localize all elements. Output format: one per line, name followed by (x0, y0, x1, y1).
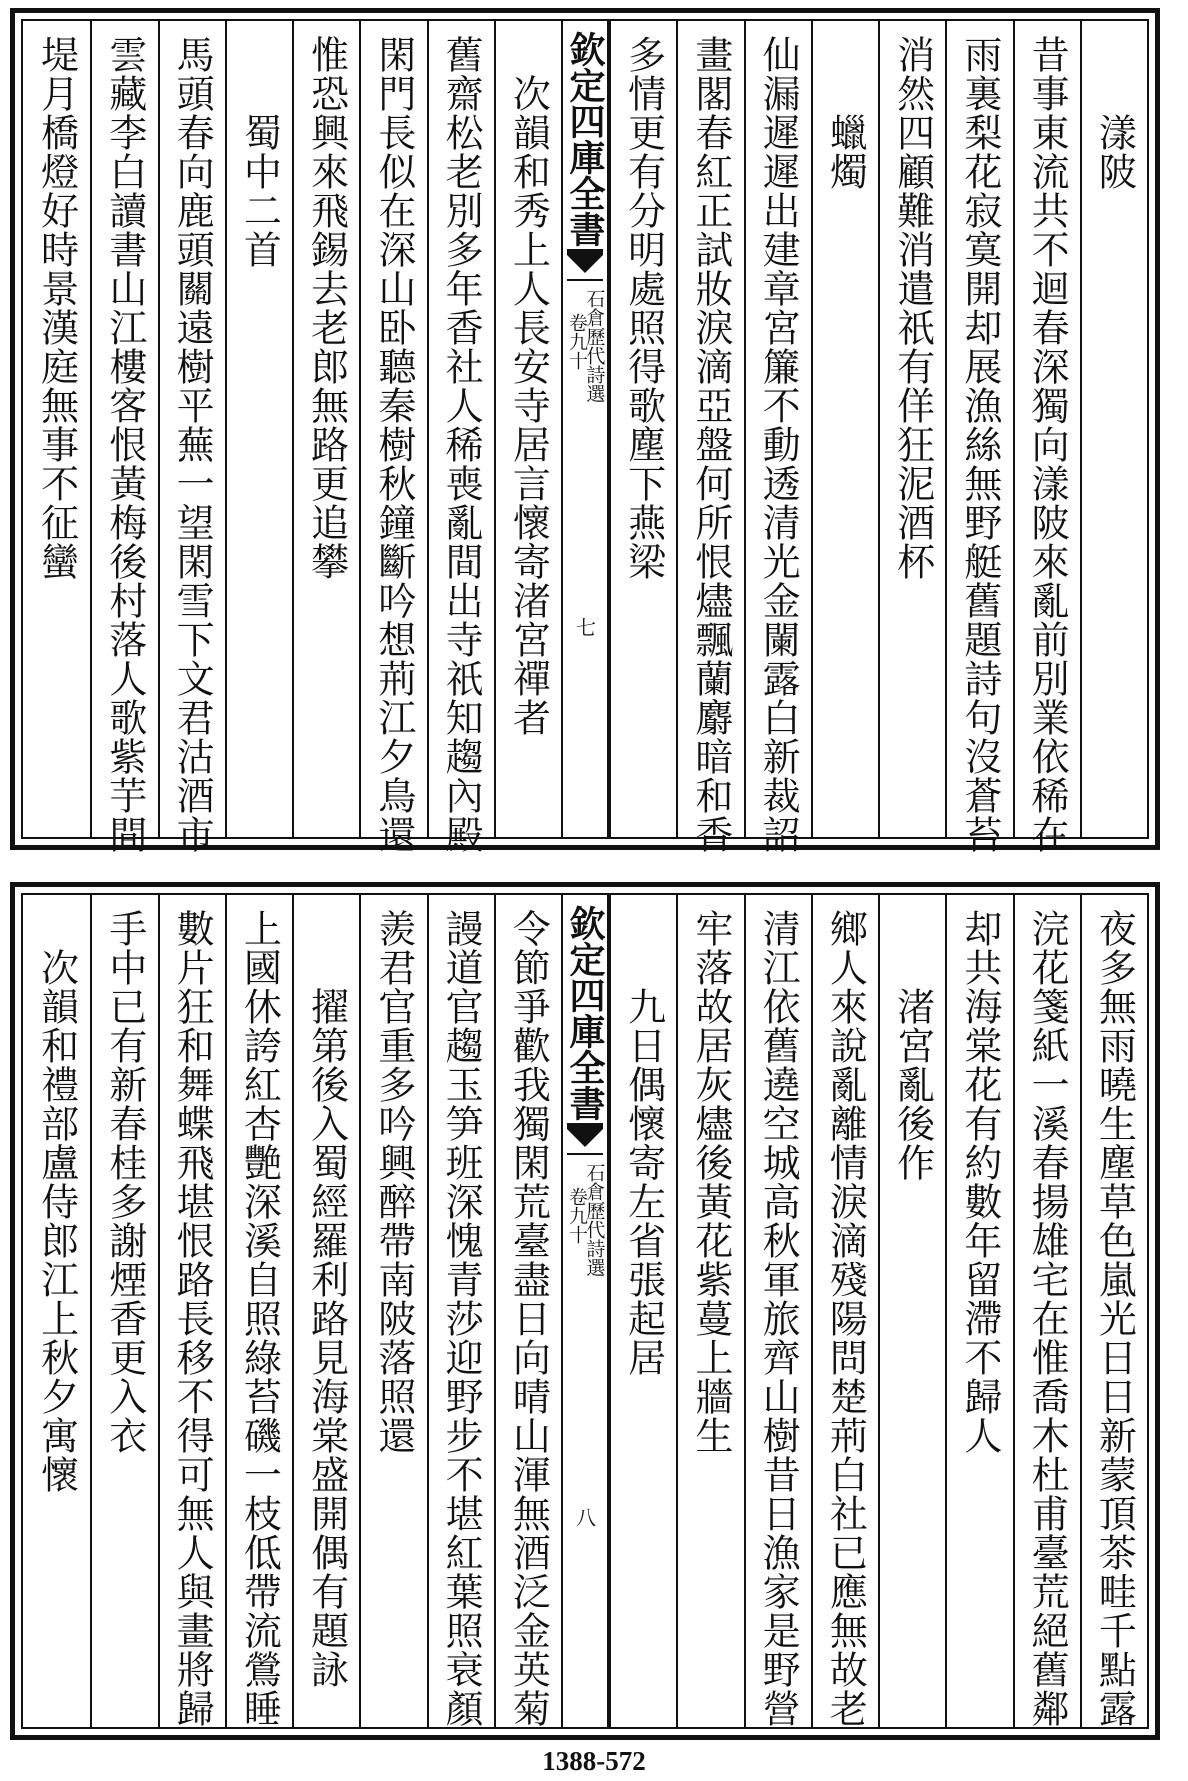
verse-line: 上國休誇紅杏艷深溪自照綠苔磯一枝低帶流鶯睡 (237, 909, 282, 1728)
verse-line: 牢落故居灰燼後黃花紫蔓上牆生 (688, 909, 733, 1455)
verse-line: 數片狂和舞蝶飛堪恨路長移不得可無人與畫將歸 (170, 909, 215, 1728)
verse-line: 畫閣春紅正試妝淚滴亞盤何所恨燼飄蘭麝暗和香 (688, 35, 733, 854)
verse-line: 浣花箋紙一溪春揚雄宅在惟喬木杜甫臺荒絕舊鄰 (1025, 909, 1070, 1728)
text-column (494, 895, 561, 1727)
center-fold-column (561, 21, 609, 837)
verse-line: 漾陂 (1092, 113, 1137, 192)
text-column (23, 895, 90, 1727)
text-column (945, 895, 1012, 1727)
verse-line: 蠟燭 (823, 113, 868, 192)
verse-line: 渚宮亂後作 (890, 987, 935, 1183)
verse-line: 夜多無雨曉生塵草色嵐光日日新蒙頂茶畦千點露 (1092, 909, 1137, 1728)
fishtail-ornament (567, 249, 603, 281)
text-column (158, 21, 225, 854)
verse-line: 仙漏遲遲出建章宮簾不動透清光金闌露白新裁詔 (756, 35, 801, 854)
text-column (292, 21, 359, 837)
verse-line: 蜀中二首 (237, 113, 282, 270)
text-column (1013, 895, 1080, 1727)
verse-line: 消然四顧難消遣祇有佯狂泥酒杯 (890, 35, 935, 581)
verse-line: 舊齋松老別多年香社人稀喪亂間出寺祇知趨內殿 (439, 35, 484, 854)
text-column (609, 895, 676, 1727)
text-column (494, 21, 561, 837)
verse-line: 馬頭春向鹿頭關遠樹平蕪一望閑雪下文君沽酒市 (170, 35, 215, 854)
fishtail-ornament (567, 1123, 603, 1155)
page-number-footer: 1388-572 (542, 1746, 646, 1776)
text-column (744, 895, 811, 1727)
top-page (10, 8, 1160, 854)
text-column (23, 21, 90, 837)
bottom-page-inner-frame (21, 893, 1149, 1729)
text-column (1080, 21, 1147, 837)
verse-line: 雨裏梨花寂寞開却展漁絲無野艇舊題詩句沒蒼苔 (957, 35, 1002, 854)
text-column (90, 21, 157, 854)
text-column (676, 21, 743, 854)
verse-line: 却共海棠花有約數年留滯不歸人 (957, 909, 1002, 1455)
text-column (359, 895, 426, 1727)
book-title: 欽定四庫全書 (564, 31, 606, 247)
book-title: 欽定四庫全書 (564, 905, 606, 1121)
text-column (878, 895, 945, 1727)
verse-line: 閑門長似在深山卧聽秦樹秋鐘斷吟想荊江夕鳥還 (371, 35, 416, 854)
verse-line: 擢第後入蜀經羅利路見海棠盛開偶有題詠 (304, 987, 349, 1690)
verse-line: 手中已有新春桂多謝煙香更入衣 (102, 909, 147, 1455)
volume-label: 卷九十 (565, 313, 588, 370)
verse-line: 次韻和秀上人長安寺居言懷寄渚宮禪者 (506, 74, 551, 738)
text-column (225, 21, 292, 837)
center-fold-column (561, 895, 609, 1727)
bottom-page (10, 882, 1160, 1740)
leaf-number: 七 (572, 617, 597, 637)
text-column (359, 21, 426, 854)
text-column (609, 21, 676, 837)
verse-line: 雲藏李白讀書山江樓客恨黃梅後村落人歌紫芋間 (102, 35, 147, 854)
collection-title: 石倉歷代詩選 (583, 289, 606, 403)
verse-line: 羨君官重多吟興醉帶南陂落照還 (371, 909, 416, 1455)
collection-title: 石倉歷代詩選 (583, 1163, 606, 1277)
text-column (811, 895, 878, 1727)
verse-line: 惟恐興來飛錫去老郎無路更追攀 (304, 35, 349, 581)
text-column (676, 895, 743, 1727)
verse-line: 多情更有分明處照得歌塵下燕梁 (621, 35, 666, 581)
text-column (427, 21, 494, 854)
verse-line: 九日偶懷寄左省張起居 (621, 987, 666, 1378)
verse-line: 昔事東流共不迴春深獨向漾陂來亂前別業依稀在 (1025, 35, 1070, 854)
text-column (945, 21, 1012, 854)
text-column (90, 895, 157, 1727)
text-column (158, 895, 225, 1727)
top-page-inner-frame (21, 19, 1149, 854)
verse-line: 鄉人來說亂離情淚滴殘陽問楚荊白社已應無故老 (823, 909, 868, 1728)
leaf-number: 八 (572, 1507, 597, 1527)
verse-line: 令節爭歡我獨閑荒臺盡日向晴山渾無酒泛金英菊 (506, 909, 551, 1728)
text-column (811, 21, 878, 837)
text-column (292, 895, 359, 1727)
text-column (1013, 21, 1080, 854)
verse-line: 謾道官趨玉笋班深愧青莎迎野步不堪紅葉照衰顏 (439, 909, 484, 1728)
text-column (427, 895, 494, 1727)
text-column (1080, 895, 1147, 1727)
verse-line: 次韻和禮部盧侍郎江上秋夕寓懷 (34, 948, 79, 1495)
text-column (744, 21, 811, 854)
verse-line: 清江依舊遶空城高秋軍旅齊山樹昔日漁家是野營 (756, 909, 801, 1728)
verse-line: 堤月橋燈好時景漢庭無事不征蠻 (34, 35, 79, 581)
text-column (878, 21, 945, 837)
volume-label: 卷九十 (565, 1187, 588, 1244)
text-column (225, 895, 292, 1727)
